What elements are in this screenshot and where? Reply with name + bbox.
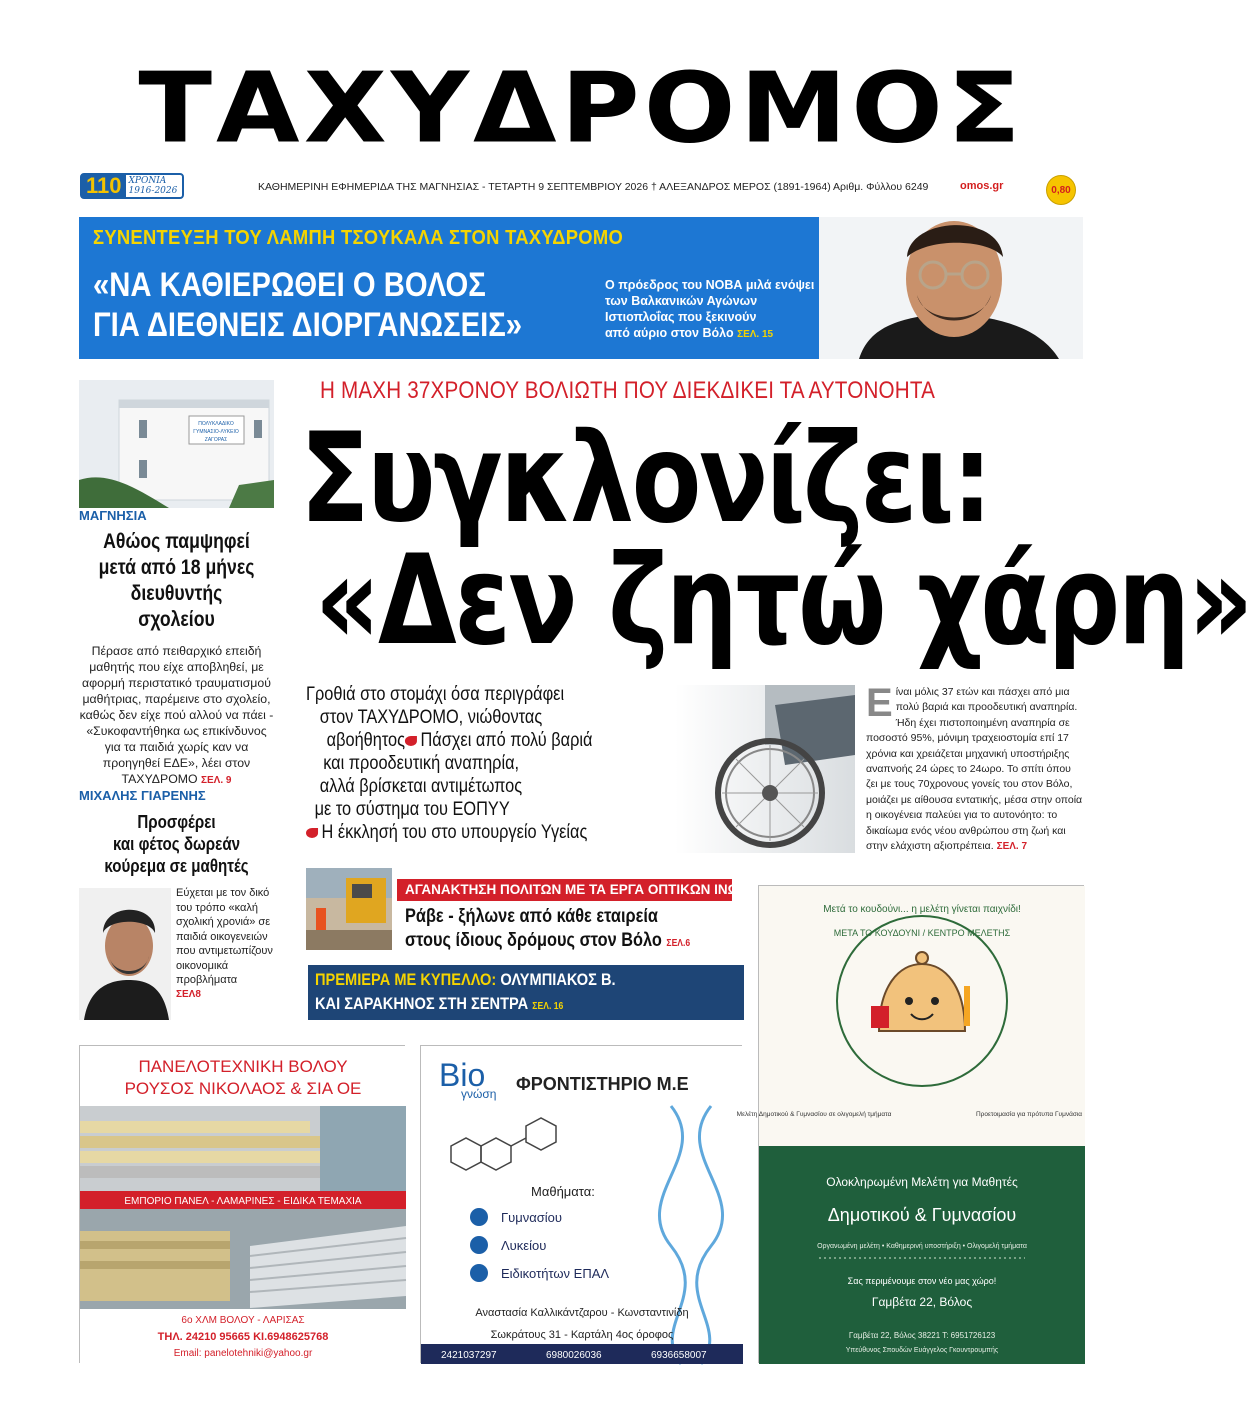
side-story-1-headline bbox=[95, 529, 259, 633]
wheelchair-photo bbox=[675, 685, 855, 853]
interview-kicker: ΣΥΝΕΝΤΕΥΞΗ ΤΟΥ ΛΑΜΠΗ ΤΣΟΥΚΑΛΑ ΣΤΟΝ ΤΑΧΥΔΡΟΜΟ bbox=[93, 227, 624, 249]
dateline: ΚΑΘΗΜΕΡΙΝΗ ΕΦΗΜΕΡΙΔΑ ΤΗΣ ΜΑΓΝΗΣΙΑΣ - ΤΕΤΑΡΤΗ 9 ΣΕΠΤΕΜΒΡΙΟΥ 2026 † ΑΛΕΞΑΝΔΡΟΣ ΜΕΡΟΣ (1891-1964) Αριθμ. Φύλλου 6249 bbox=[258, 181, 929, 193]
deck-line: Η έκκλησή του στο υπουργείο Υγείας bbox=[321, 822, 588, 843]
ad-brand: Bio bbox=[439, 1057, 486, 1093]
masthead-title: ΤΑΧΥΔΡΟΜΟΣ bbox=[138, 52, 1025, 165]
deck-line: με το σύστημα του ΕΟΠΥΥ bbox=[314, 799, 510, 820]
deck-line: των Βαλκανικών Αγώνων bbox=[605, 294, 758, 308]
badge-years: 1916-2026 bbox=[128, 186, 178, 196]
headline-line: Ράβε - ξήλωνε από κάθε εταιρεία bbox=[405, 906, 658, 927]
ad-address: 6ο ΧΛΜ ΒΟΛΟΥ - ΛΑΡΙΣΑΣ bbox=[181, 1315, 305, 1326]
story2-kicker: ΑΓΑΝΑΚΤΗΣΗ ΠΟΛΙΤΩΝ ΜΕ ΤΑ ΕΡΓΑ ΟΠΤΙΚΩΝ ΙΝΩΝ bbox=[397, 879, 732, 901]
deck-line: Ο πρόεδρος του ΝΟΒΑ μιλά ενόψει bbox=[605, 278, 815, 292]
ad-ring-text: ΜΕΤΑ ΤΟ ΚΟΥΔΟΥΝΙ / ΚΕΝΤΡΟ ΜΕΛΕΤΗΣ bbox=[833, 928, 1011, 938]
ad-lesson: Λυκείου bbox=[501, 1238, 547, 1253]
headline-line: κούρεμα σε μαθητές bbox=[104, 856, 249, 876]
deck-line: αβοήθητος bbox=[326, 730, 406, 751]
ad-features: Οργανωμένη μελέτη • Καθημερινή υποστήριξη • Ολιγομελή τμήματα bbox=[817, 1243, 1027, 1250]
page-ref: ΣΕΛ.6 bbox=[666, 938, 691, 949]
ad-welcome: Σας περιμένουμε στον νέο μας χώρο! bbox=[847, 1276, 997, 1286]
ad-green-title: Ολοκληρωμένη Μελέτη για Μαθητές bbox=[826, 1175, 1018, 1189]
bullet-icon bbox=[306, 828, 318, 838]
ad-email: Email: panelotehniki@yahoo.gr bbox=[173, 1348, 313, 1359]
sports-teaser[interactable] bbox=[308, 965, 744, 1020]
lead-deck bbox=[306, 683, 666, 844]
ad-green-big: Δημοτικού & Γυμνασίου bbox=[827, 1205, 1017, 1225]
sports-kicker: ΠΡΕΜΙΕΡΑ ΜΕ ΚΥΠΕΛΛΟ: bbox=[315, 970, 497, 989]
bullet-icon bbox=[405, 736, 417, 746]
lead-body bbox=[866, 681, 1084, 854]
headline-line: Αθώος παμψηφεί bbox=[103, 530, 250, 553]
page-ref: ΣΕΛ. 9 bbox=[201, 775, 232, 786]
page-ref: ΣΕΛ. 15 bbox=[737, 329, 774, 340]
interview-headline bbox=[93, 265, 522, 345]
deck-line: και προοδευτική αναπηρία, bbox=[323, 753, 520, 774]
section-label: ΜΑΓΝΗΣΙΑ bbox=[79, 508, 147, 523]
study-center-ad-art bbox=[736, 886, 1085, 1364]
headline-line: στους ίδιους δρόμους στον Βόλο bbox=[405, 930, 662, 951]
lead-kicker: Η ΜΑΧΗ 37ΧΡΟΝΟΥ ΒΟΛΙΩΤΗ ΠΟΥ ΔΙΕΚΔΙΚΕΙ ΤΑ ΑΥΤΟΝΟΗΤΑ bbox=[320, 377, 936, 404]
side-story-2-body bbox=[176, 886, 274, 1002]
interview-headline-line: «ΝΑ ΚΑΘΙΕΡΩΘΕΙ Ο ΒΟΛΟΣ bbox=[93, 266, 486, 304]
ad-left-note: Μελέτη Δημοτικού & Γυμνασίου σε ολιγομελή τμήματα bbox=[736, 1111, 892, 1118]
ad-title: ΠΑΝΕΛΟΤΕΧΝΙΚΗ ΒΟΛΟΥ bbox=[138, 1057, 348, 1076]
school-sign-line: ΖΑΓΟΡΑΣ bbox=[204, 437, 228, 443]
side-story-1-body bbox=[79, 643, 274, 789]
lead-headline-line: «Δεν ζητώ χάρη» bbox=[314, 529, 1251, 673]
ad-right-note: Προετοιμασία για πρότυπα Γυμνάσια bbox=[975, 1111, 1083, 1118]
interviewee-portrait bbox=[819, 217, 1083, 359]
headline-line: Προσφέρει bbox=[137, 812, 216, 832]
ad-lesson: Γυμνασίου bbox=[501, 1210, 563, 1225]
panel-company-ad[interactable] bbox=[79, 1045, 405, 1363]
lead-headline-line: Συγκλονίζει: bbox=[300, 407, 991, 551]
deck-line: Γροθιά στο στομάχι όσα περιγράφει bbox=[306, 684, 565, 705]
panel-ad-art bbox=[80, 1046, 406, 1364]
interview-deck bbox=[605, 277, 825, 343]
ad-phone: 6936658007 bbox=[651, 1350, 707, 1361]
school-photo bbox=[79, 380, 274, 508]
badge-number: 110 bbox=[82, 175, 126, 197]
side-story-2-headline bbox=[95, 811, 259, 877]
deck-line: Ιστιοπλοΐας που ξεκινούν bbox=[605, 310, 757, 324]
headline-line: ΟΛΥΜΠΙΑΚΟΣ Β. bbox=[500, 970, 616, 989]
side-story-2-text: Εύχεται με τον δικό του τρόπο «καλή σχολική χρονιά» σε παιδιά οικογενειών που αντιμετωπίζουν οικονομικά προβλήματα bbox=[176, 887, 273, 986]
school-sign-line: ΓΥΜΝΑΣΙΟ-ΛΥΚΕΙΟ bbox=[193, 429, 239, 435]
ad-subtitle: ΡΟΥΣΟΣ ΝΙΚΟΛΑΟΣ & ΣΙΑ ΟΕ bbox=[124, 1079, 362, 1098]
headline-line: μετά από 18 μήνες bbox=[98, 556, 255, 579]
price-badge: 0,80 bbox=[1046, 175, 1076, 205]
headline-line: ΚΑΙ ΣΑΡΑΚΗΝΟΣ ΣΤΗ ΣΕΝΤΡΑ bbox=[315, 994, 529, 1013]
page-ref: ΣΕΛ. 16 bbox=[532, 1001, 564, 1012]
ad-address: Σωκράτους 31 - Καρτάλη 4ος όροφος bbox=[490, 1329, 674, 1341]
section-label: ΜΙΧΑΛΗΣ ΓΙΑΡΕΝΗΣ bbox=[79, 788, 206, 803]
deck-line: αλλά βρίσκεται αντιμέτωπος bbox=[319, 776, 523, 797]
website[interactable]: omos.gr bbox=[960, 180, 1004, 192]
side-story-2[interactable] bbox=[79, 788, 274, 877]
badge-label: ΧΡΟΝΙΑ bbox=[128, 176, 167, 186]
headline-line: διευθυντής σχολείου bbox=[130, 582, 223, 631]
anniversary-badge bbox=[80, 173, 184, 199]
interview-banner[interactable] bbox=[79, 217, 1083, 359]
interview-headline-line: ΓΙΑ ΔΙΕΘΝΕΙΣ ΔΙΟΡΓΑΝΩΣΕΙΣ» bbox=[93, 306, 523, 344]
headline-line: και φέτος δωρεάν bbox=[112, 834, 241, 854]
school-sign-line: ΠΟΛΥΚΛΑΔΙΚΟ bbox=[198, 421, 234, 427]
tutoring-ad[interactable] bbox=[420, 1045, 742, 1363]
deck-line: από αύριο στον Βόλο bbox=[605, 326, 734, 340]
ad-tagline: Μετά το κουδούνι... η μελέτη γίνεται παιχνίδι! bbox=[823, 904, 1021, 915]
roadworks-photo bbox=[306, 868, 392, 950]
ad-phone: 2421037297 bbox=[441, 1350, 497, 1361]
ad-phone: 6980026036 bbox=[546, 1350, 602, 1361]
deck-line: Πάσχει από πολύ βαριά bbox=[420, 730, 593, 751]
side-story-1-text: Πέρασε από πειθαρχικό επειδή μαθητής που είχε αποβληθεί, με αφορμή περιστατικό τραυματισμού μαθήτριας, παρέμεινε στο σχολείο, καθώς δεν είχε πού αλλού να πάει - «Συκοφαντήθηκα ως επικίνδυνος για τα παιδιά χωρίς καν να προηγηθεί ΕΔΕ», λέει στον ΤΑΧΥΔΡΟΜΟ bbox=[79, 644, 274, 786]
story2-headline[interactable] bbox=[405, 905, 690, 956]
page-ref: ΣΕΛ8 bbox=[176, 988, 201, 1000]
ad-brand-sub: γνώση bbox=[461, 1087, 497, 1101]
page-ref: ΣΕΛ. 7 bbox=[996, 841, 1028, 853]
ad-lessons-label: Μαθήματα: bbox=[531, 1184, 595, 1199]
side-story-1[interactable] bbox=[79, 508, 274, 789]
lead-headline[interactable] bbox=[300, 407, 1251, 673]
barber-photo bbox=[79, 888, 171, 1020]
dropcap: Ε bbox=[866, 681, 893, 725]
lead-body-text: ίναι μόλις 37 ετών και πάσχει από μια πολύ βαριά και προοδευτική αναπηρία. Ήδη έχει πιστοποιημένη αναπηρία σε ποσοστό 95%, μόνιμη τραχειοστομία επί 17 χρόνια και χρειάζεται μηχανική υποστήριξης αναπνοής 24 ώρες το 24ωρο. Το σπίτι όπου ζει με τους 70χρονους γονείς του στον Βόλο, μοιάζει με αίθουσα εντατικής, μέσα στην οποία η οικογένεια παλεύει για το αυτονόητο: το δικαίωμα ενός νέου ανθρώπου στη ζωή και στην ελάχιστη αξιοπρέπεια. bbox=[866, 686, 1083, 853]
ad-owners: Αναστασία Καλλικάντζαρου - Κωνσταντινίδη bbox=[475, 1307, 689, 1319]
study-center-ad[interactable] bbox=[736, 885, 1084, 1363]
ad-person: Υπεύθυνος Σπουδών Ευάγγελος Γκουντρουμπής bbox=[845, 1347, 999, 1354]
ad-strip-text: ΕΜΠΟΡΙΟ ΠΑΝΕΛ - ΛΑΜΑΡΙΝΕΣ - ΕΙΔΙΚΑ ΤΕΜΑΧΙΑ bbox=[124, 1196, 362, 1207]
ad-street: Γαμβέτα 22, Βόλος bbox=[871, 1295, 973, 1309]
ad-title: ΦΡΟΝΤΙΣΤΗΡΙΟ Μ.Ε bbox=[516, 1074, 689, 1094]
ad-phones: ΤΗΛ. 24210 95665 ΚΙ.6948625768 bbox=[157, 1331, 329, 1343]
deck-line: στον ΤΑΧΥΔΡΟΜΟ, νιώθοντας bbox=[319, 707, 543, 728]
ad-lesson: Ειδικοτήτων ΕΠΑΛ bbox=[501, 1266, 610, 1281]
ad-contact: Γαμβέτα 22, Βόλος 38221 Τ: 6951726123 bbox=[848, 1331, 996, 1340]
tutoring-ad-art bbox=[421, 1046, 743, 1364]
